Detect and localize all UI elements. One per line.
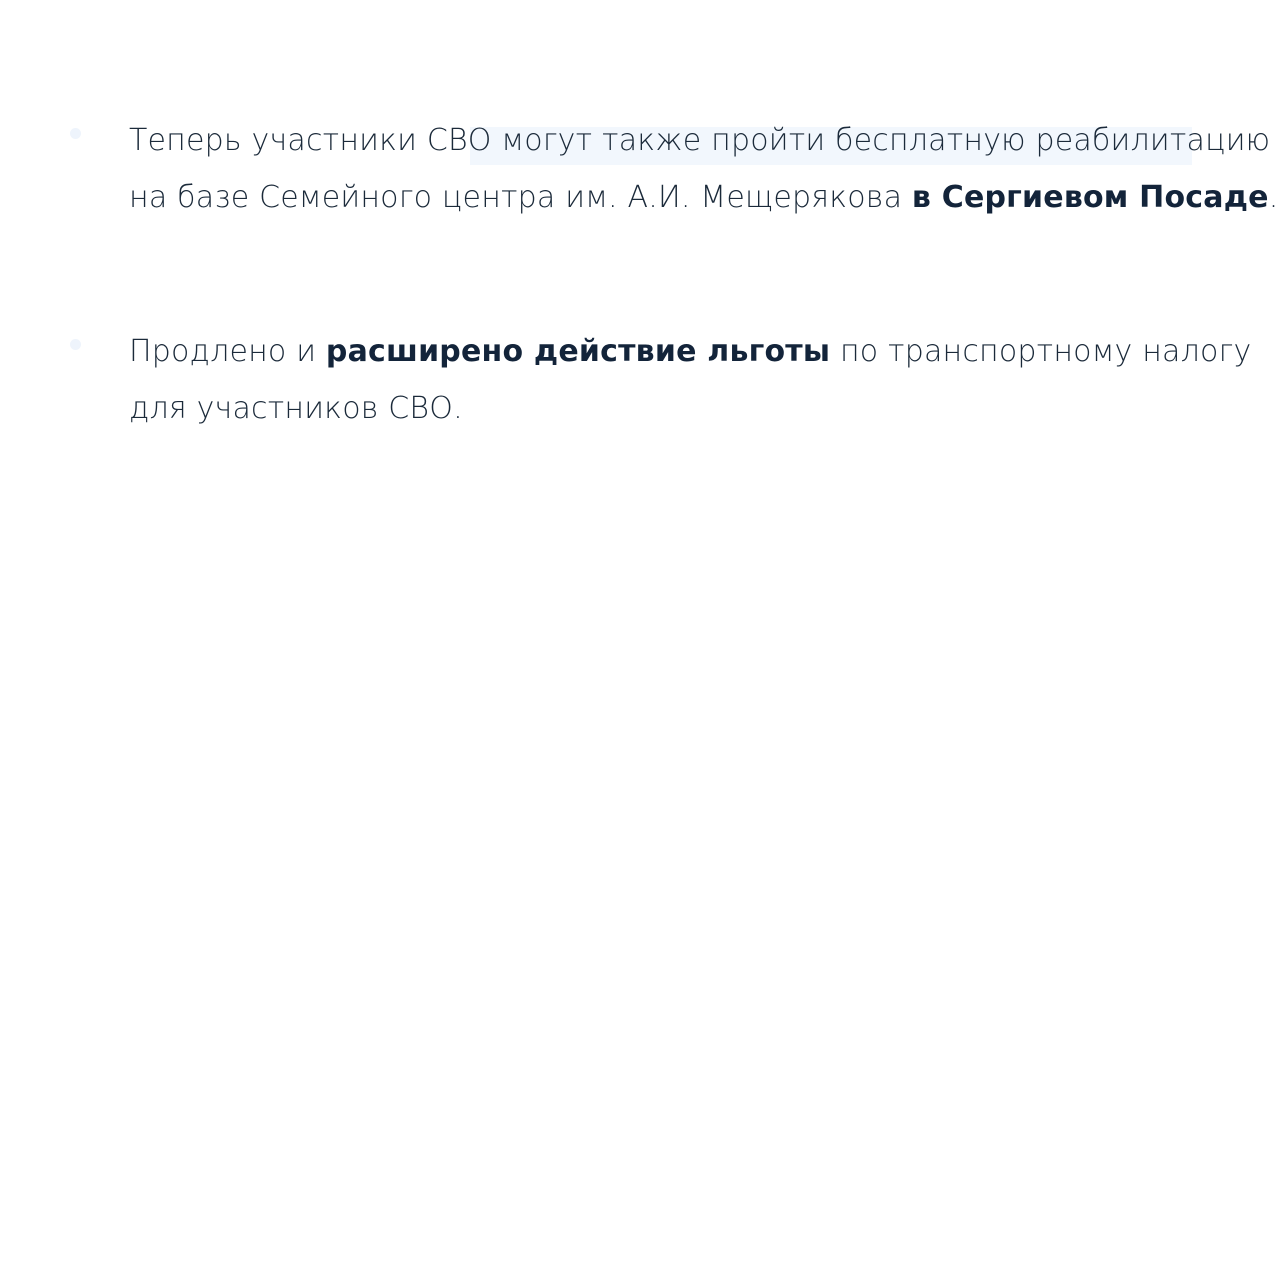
text-segment: по транспортному налогу bbox=[830, 334, 1252, 369]
bold-text: в Сергиевом Посаде bbox=[911, 180, 1269, 215]
text-line bbox=[129, 112, 1271, 169]
bold-text: расширено действие льготы bbox=[325, 334, 831, 369]
text-segment: для участников СВО. bbox=[129, 391, 463, 426]
text-line bbox=[129, 380, 1249, 437]
bullet-dot-icon bbox=[70, 339, 81, 350]
text-segment: Продлено и bbox=[129, 334, 326, 369]
text-line bbox=[129, 169, 1279, 226]
text-segment: . bbox=[1268, 180, 1279, 215]
bullet-dot-icon bbox=[70, 128, 81, 139]
text-line bbox=[129, 323, 1252, 380]
bullet-text bbox=[129, 112, 1279, 226]
bullet-text bbox=[129, 323, 1252, 437]
text-segment: Теперь участники СВО могут также пройти бесплатную реабилитацию bbox=[129, 123, 1271, 158]
text-segment: на базе Семейного центра им. А.И. Мещерякова bbox=[129, 180, 912, 215]
